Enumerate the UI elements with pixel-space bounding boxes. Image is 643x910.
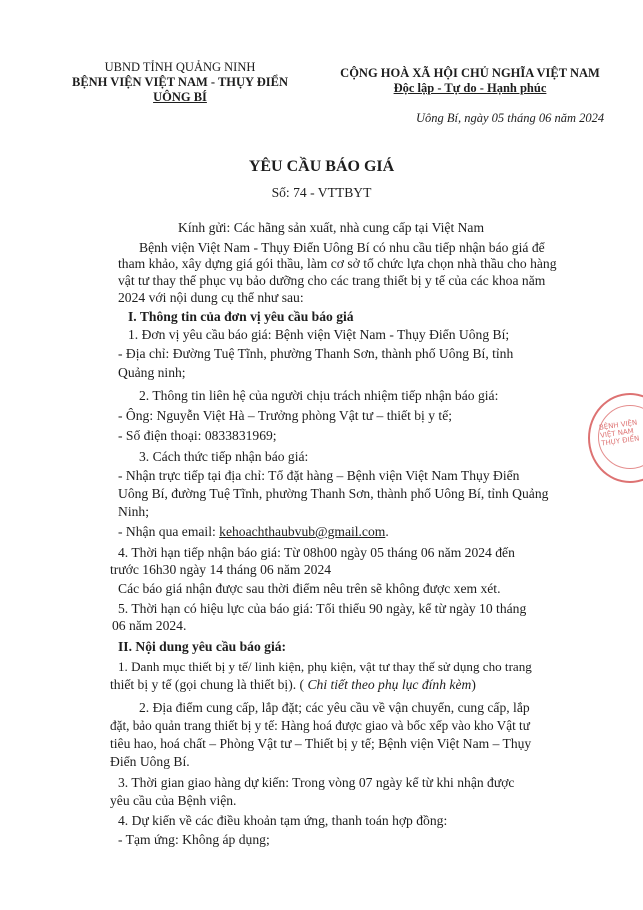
section1-line: Quảng ninh; <box>118 365 186 380</box>
hospital-name: BỆNH VIỆN VIỆT NAM - THỤY ĐIỂN <box>71 75 288 89</box>
header-right <box>325 66 615 96</box>
section1-line: Các báo giá nhận được sau thời điểm nêu trên sẽ không được xem xét. <box>118 581 501 596</box>
section1-line: 3. Cách thức tiếp nhận báo giá: <box>139 449 309 464</box>
national-motto: Độc lập - Tự do - Hạnh phúc <box>393 81 547 95</box>
email-line <box>118 524 389 540</box>
section1-line: - Địa chỉ: Đường Tuệ Tĩnh, phường Thanh Sơn, thành phố Uông Bí, tỉnh <box>118 346 514 361</box>
appendix-note: Chi tiết theo phụ lục đính kèm <box>307 677 472 692</box>
section2-line: yêu cầu của Bệnh viện. <box>110 793 237 808</box>
section2-line: tiêu hao, hoá chất – Phòng Vật tư – Thiết bị y tế; Bệnh viện Việt Nam – Thụy <box>110 736 532 751</box>
intro-line: tham khảo, xây dựng giá gói thầu, làm cơ sở tổ chức lựa chọn nhà thầu cho hàng <box>118 256 557 271</box>
section1-line: Uông Bí, đường Tuệ Tĩnh, phường Thanh Sơn, thành phố Uông Bí, tỉnh Quảng <box>118 486 549 501</box>
section1-line: - Nhận trực tiếp tại địa chỉ: Tổ đặt hàng – Bệnh viện Việt Nam Thụy Điển <box>118 468 520 483</box>
section1-line: trước 16h30 ngày 14 tháng 06 năm 2024 <box>110 562 332 577</box>
greeting: Kính gửi: Các hãng sản xuất, nhà cung cấp tại Việt Nam <box>178 220 485 235</box>
intro-line: vật tư thay thế phục vụ bảo dưỡng cho các trang thiết bị y tế của các khoa năm <box>118 273 546 288</box>
item1-text: thiết bị y tế (gọi chung là thiết bị). ( <box>110 677 308 692</box>
email-link[interactable]: kehoachthaubvub@gmail.com <box>219 524 386 539</box>
email-suffix: . <box>385 524 389 539</box>
stamp-text: BỆNH VIỆN VIỆT NAM THỤY ĐIỂN <box>598 418 640 448</box>
item1-close: ) <box>471 677 476 692</box>
section1-line: Ninh; <box>118 504 149 519</box>
intro-line: 2024 với nội dung cụ thể như sau: <box>118 290 304 305</box>
hospital-location: UÔNG BÍ <box>153 90 207 104</box>
document-title: YÊU CẦU BÁO GIÁ <box>248 158 395 175</box>
section1-line: 2. Thông tin liên hệ của người chịu trách nhiệm tiếp nhận báo giá: <box>139 388 499 403</box>
header-left <box>70 60 290 105</box>
section1-line: 1. Đơn vị yêu cầu báo giá: Bệnh viện Việt Nam - Thụy Điển Uông Bí; <box>128 327 510 342</box>
section-heading: I. Thông tin của đơn vị yêu cầu báo giá <box>128 309 354 324</box>
section2-line <box>110 677 476 693</box>
section1-line: - Số điện thoại: 0833831969; <box>118 428 277 443</box>
section2-line: 2. Địa điểm cung cấp, lắp đặt; các yêu cầu về vận chuyển, cung cấp, lắp <box>139 700 530 715</box>
document-number: Số: 74 - VTTBYT <box>271 185 372 200</box>
official-stamp <box>588 393 643 483</box>
section2-line: Điển Uông Bí. <box>110 754 190 769</box>
section2-line: 1. Danh mục thiết bị y tế/ linh kiện, phụ kiện, vật tư thay thế sử dụng cho trang <box>118 659 532 674</box>
email-label: - Nhận qua email: <box>118 524 220 539</box>
section-heading: II. Nội dung yêu cầu báo giá: <box>118 639 287 654</box>
section1-line: 06 năm 2024. <box>112 618 187 633</box>
document-date: Uông Bí, ngày 05 tháng 06 năm 2024 <box>416 111 605 125</box>
section2-line: 4. Dự kiến về các điều khoản tạm ứng, thanh toán hợp đồng: <box>118 813 448 828</box>
section1-line: 5. Thời hạn có hiệu lực của báo giá: Tối thiểu 90 ngày, kể từ ngày 10 tháng <box>118 601 527 616</box>
section1-line: - Ông: Nguyễn Việt Hà – Trưởng phòng Vật tư – thiết bị y tế; <box>118 408 453 423</box>
national-title: CỘNG HOÀ XÃ HỘI CHỦ NGHĨA VIỆT NAM <box>340 66 600 80</box>
section2-line: - Tạm ứng: Không áp dụng; <box>118 832 270 847</box>
section2-line: đặt, bảo quản trang thiết bị y tế: Hàng hoá được giao và bốc xếp vào kho Vật tư <box>110 718 530 733</box>
agency-name: UBND TỈNH QUẢNG NINH <box>104 60 256 74</box>
section1-line: 4. Thời hạn tiếp nhận báo giá: Từ 08h00 ngày 05 tháng 06 năm 2024 đến <box>118 545 515 560</box>
section2-line: 3. Thời gian giao hàng dự kiến: Trong vòng 07 ngày kể từ khi nhận được <box>118 775 515 790</box>
intro-line: Bệnh viện Việt Nam - Thụy Điển Uông Bí có nhu cầu tiếp nhận báo giá để <box>139 240 545 255</box>
